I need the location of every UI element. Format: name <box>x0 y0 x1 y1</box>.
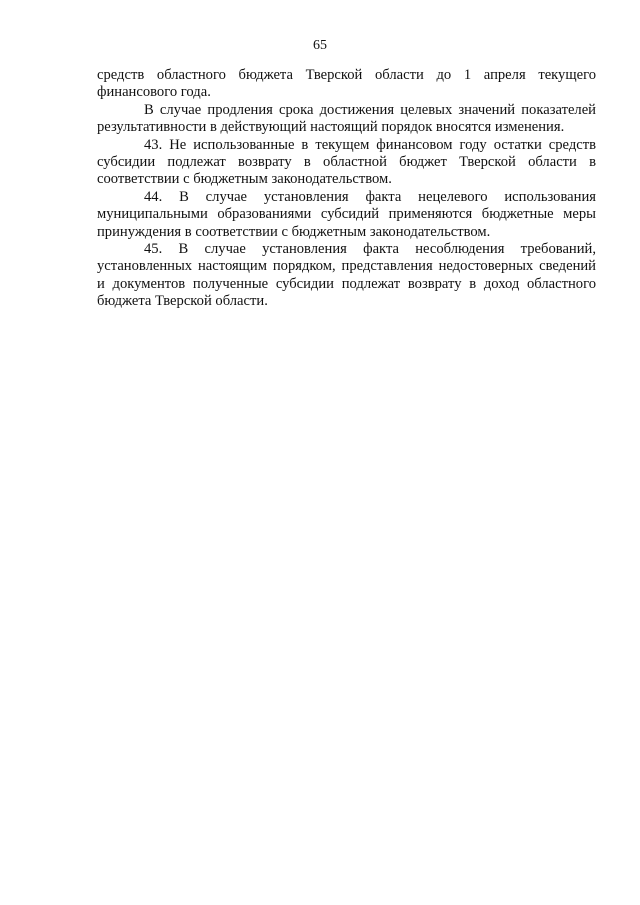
paragraph-item-45: 45. В случае установления факта несоблюдения требований, установленных настоящим порядком, представления недостоверных сведений и документов полученные субсидии подлежат возврату в доход областного бюджета Тверской области. <box>97 241 596 310</box>
paragraph-extension-note: В случае продления срока достижения целевых значений показателей результативности в действующий настоящий порядок вносятся изменения. <box>97 101 596 136</box>
paragraph-item-44: 44. В случае установления факта нецелевого использования муниципальными образованиями субсидий применяются бюджетные меры принуждения в соответствии с бюджетным законодательством. <box>97 188 596 240</box>
paragraph-continuation: средств областного бюджета Тверской области до 1 апреля текущего финансового года. <box>97 67 596 101</box>
page-number: 65 <box>313 38 327 53</box>
paragraph-item-43: 43. Не использованные в текущем финансовом году остатки средств субсидии подлежат возврату в областной бюджет Тверской области в соответствии с бюджетным законодательством. <box>97 136 596 188</box>
document-body <box>97 67 596 311</box>
